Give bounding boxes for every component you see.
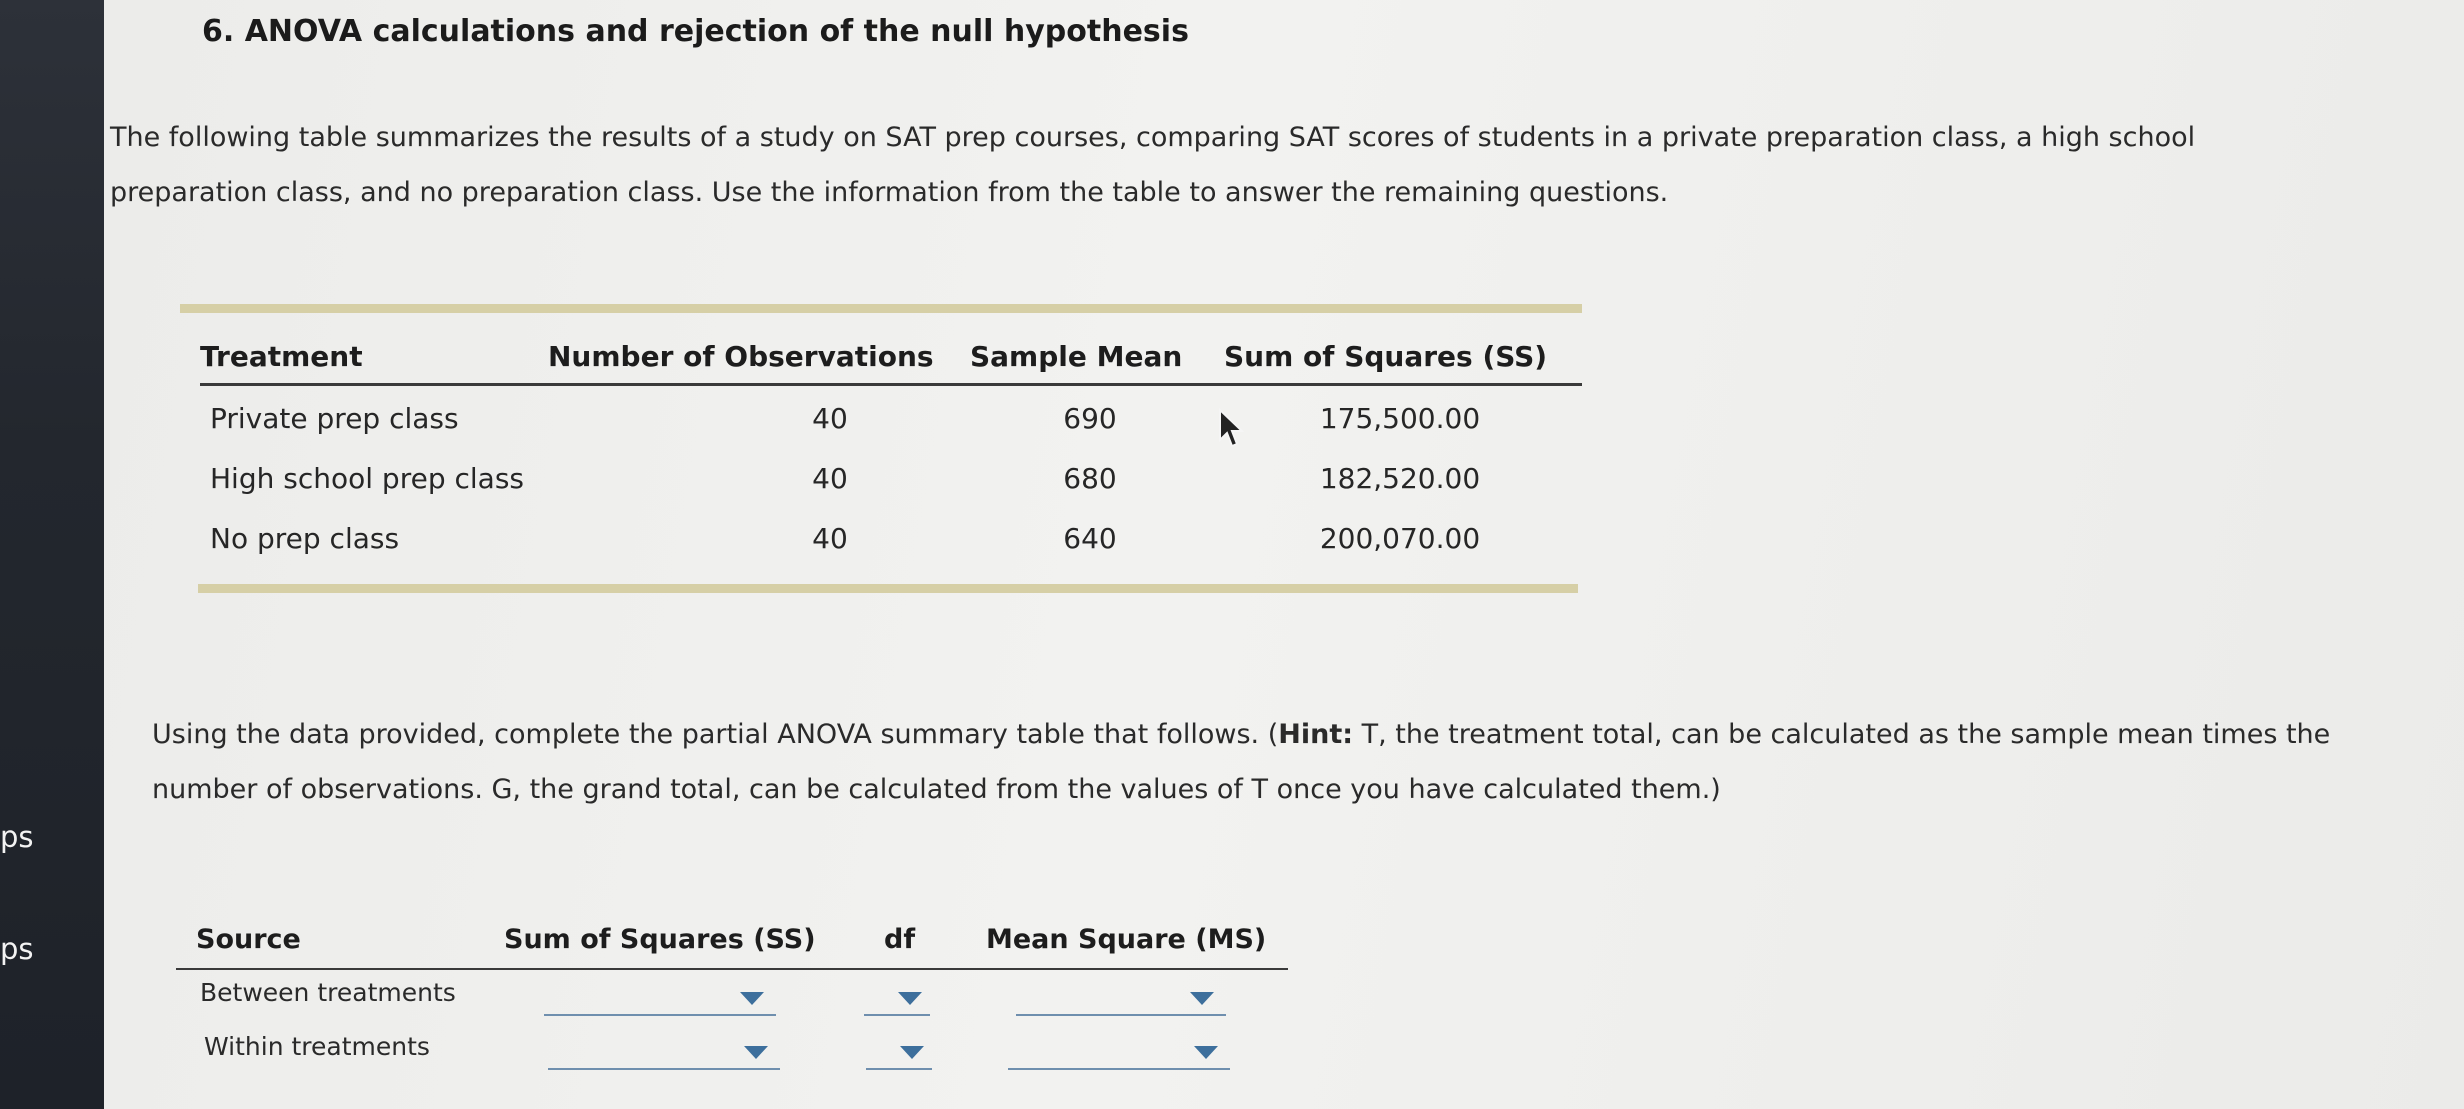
table-row (200, 452, 1578, 510)
between-df-dropdown[interactable] (864, 980, 930, 1016)
dropdown-arrow-icon (740, 992, 764, 1005)
cell-sum-of-squares: 182,520.00 (1319, 462, 1481, 495)
anova-header-underline (176, 968, 1288, 970)
mouse-pointer-icon (1218, 408, 1246, 450)
sidebar-label[interactable]: ps (0, 820, 34, 854)
cell-treatment: Private prep class (210, 402, 459, 435)
sidebar-label[interactable]: ps (0, 932, 34, 966)
within-ms-dropdown[interactable] (1008, 1034, 1230, 1070)
cell-sum-of-squares: 200,070.00 (1319, 522, 1481, 555)
cell-sample-mean: 690 (1063, 402, 1117, 435)
row-label-between: Between treatments (200, 978, 456, 1007)
question-panel (104, 0, 2464, 1109)
instruction-paragraph (152, 707, 2352, 817)
column-header-observations: Number of Observations (548, 340, 934, 373)
left-sidebar (0, 0, 104, 1109)
table-bottom-rule (198, 584, 1578, 593)
intro-paragraph (108, 110, 2300, 220)
dropdown-arrow-icon (898, 992, 922, 1005)
cell-sum-of-squares: 175,500.00 (1319, 402, 1481, 435)
cell-observations: 40 (812, 522, 848, 555)
instruction-text: Using the data provided, complete the partial ANOVA summary table that follows. ( (152, 719, 1279, 750)
row-label-within: Within treatments (204, 1032, 430, 1061)
between-ms-dropdown[interactable] (1016, 980, 1226, 1016)
table-row (200, 392, 1578, 450)
instruction-text-continued: T, the treatment total, can be calculated as the sample mean times the number of observations. G, the grand total, can be calculated from the values of T once you have calculated them.) (152, 719, 2331, 805)
hint-label: Hint: (1278, 719, 1354, 750)
table-row (200, 512, 1578, 570)
table-top-rule (180, 304, 1582, 313)
column-header-sum-of-squares: Sum of Squares (SS) (1224, 340, 1548, 373)
dropdown-arrow-icon (744, 1046, 768, 1059)
anova-header-source: Source (196, 924, 301, 955)
within-ss-dropdown[interactable] (548, 1034, 780, 1070)
cell-treatment: High school prep class (210, 462, 525, 495)
column-header-treatment: Treatment (200, 340, 363, 373)
anova-header-df: df (884, 924, 916, 955)
intro-text: The following table summarizes the results of a study on SAT prep courses, comparing SAT scores of students in a private preparation class, a high school preparation class, and no preparation class. Use the information from the table to answer the remaining questions. (110, 122, 2196, 208)
dropdown-arrow-icon (1194, 1046, 1218, 1059)
dropdown-arrow-icon (1190, 992, 1214, 1005)
header-underline (200, 383, 1582, 386)
cell-observations: 40 (812, 462, 848, 495)
cell-treatment: No prep class (210, 522, 400, 555)
between-ss-dropdown[interactable] (544, 980, 776, 1016)
cell-sample-mean: 680 (1063, 462, 1117, 495)
dropdown-arrow-icon (900, 1046, 924, 1059)
anova-header-ss: Sum of Squares (SS) (504, 924, 816, 955)
cell-sample-mean: 640 (1063, 522, 1117, 555)
question-title: 6. ANOVA calculations and rejection of the null hypothesis (202, 14, 1189, 49)
anova-header-ms: Mean Square (MS) (986, 924, 1267, 955)
cell-observations: 40 (812, 402, 848, 435)
column-header-sample-mean: Sample Mean (970, 340, 1183, 373)
within-df-dropdown[interactable] (866, 1034, 932, 1070)
